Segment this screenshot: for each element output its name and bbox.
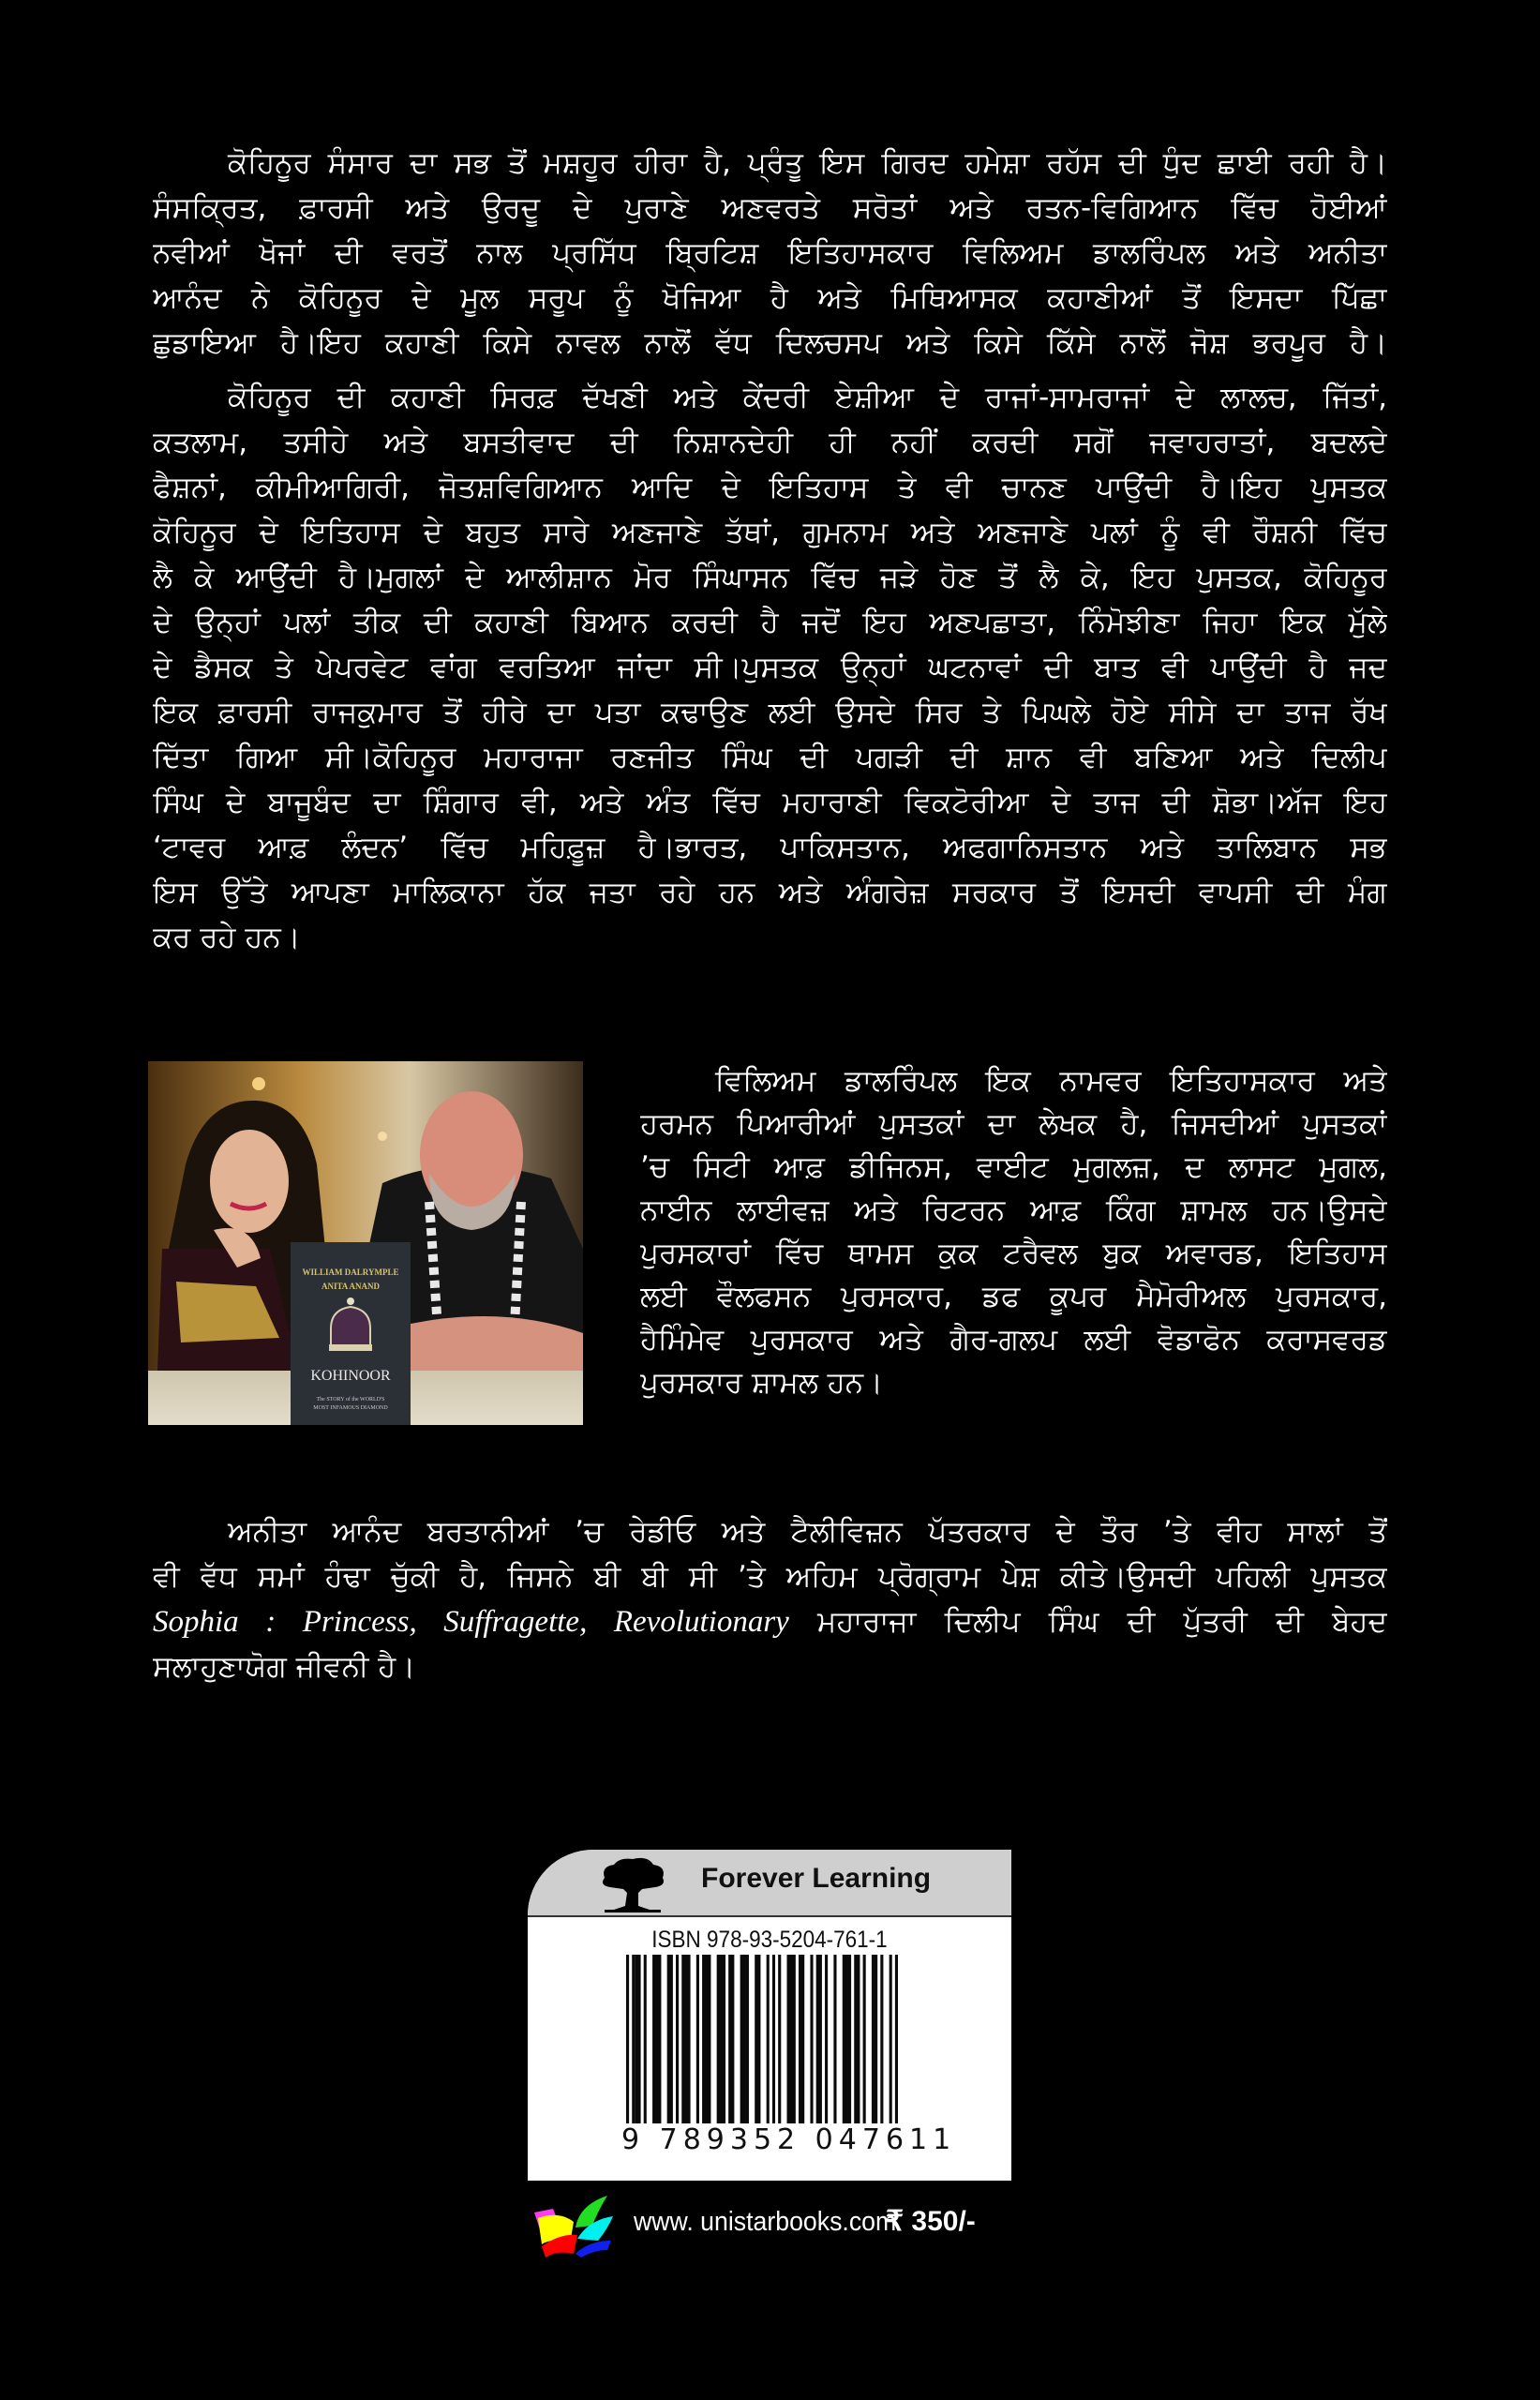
barcode-bar bbox=[767, 1955, 770, 2123]
text-line: ਕਰ ਰਹੇ ਹਨ। bbox=[153, 921, 301, 954]
barcode-bar bbox=[644, 1955, 647, 2123]
text-line: ਆਨੰਦ ਨੇ ਕੋਹਿਨੂਰ ਦੇ ਮੂਲ ਸਰੂਪ ਨੂੰ ਖੋਜਿਆ ਹੈ ਅਤੇ ਮਿਥਿਆਸਕ ਕਹਾਣੀਆਂ ਤੋਂ ਇਸਦਾ ਪਿੱਛਾ bbox=[153, 281, 1387, 315]
barcode-bar bbox=[880, 1955, 883, 2123]
barcode-bar bbox=[854, 1955, 860, 2123]
unistar-logo-icon bbox=[532, 2192, 617, 2258]
barcode-bar bbox=[702, 1955, 710, 2123]
barcode-bar bbox=[755, 1955, 760, 2123]
publisher-website-link[interactable]: www. unistarbooks.com bbox=[634, 2207, 897, 2237]
barcode-bar bbox=[825, 1955, 828, 2123]
text-line: ਸਲਾਹੁਣਾਯੋਗ ਜੀਵਨੀ ਹੈ। bbox=[153, 1650, 416, 1684]
text-line: ਦਿੱਤਾ ਗਿਆ ਸੀ।ਕੋਹਿਨੂਰ ਮਹਾਰਾਜਾ ਰਣਜੀਤ ਸਿੰਘ ਦੀ ਪਗੜੀ ਦੀ ਸ਼ਾਨ ਵੀ ਬਣਿਆ ਅਤੇ ਦਿਲੀਪ bbox=[153, 741, 1387, 774]
isbn-number: ISBN 978-93-5204-761-1 bbox=[651, 1927, 888, 1953]
book-author-2: ANITA ANAND bbox=[321, 1282, 381, 1291]
barcode-bar bbox=[833, 1955, 836, 2123]
barcode-bar bbox=[843, 1955, 851, 2123]
text-line: ਪੁਰਸਕਾਰ ਸ਼ਾਮਲ ਹਨ। bbox=[640, 1366, 883, 1400]
text-line: ਛੁਡਾਇਆ ਹੈ।ਇਹ ਕਹਾਣੀ ਕਿਸੇ ਨਾਵਲ ਨਾਲੋਂ ਵੱਧ ਦਿਲਚਸਪ ਅਤੇ ਕਿਸੇ ਕਿੱਸੇ ਨਾਲੋਂ ਜੋਸ਼ ਭਰਪੂਰ ਹੈ। bbox=[153, 326, 1387, 360]
text-line: ਕੋਹਿਨੂਰ ਦੇ ਇਤਿਹਾਸ ਦੇ ਬਹੁਤ ਸਾਰੇ ਅਣਜਾਣੇ ਤੱਥਾਂ, ਗੁਮਨਾਮ ਅਤੇ ਅਣਜਾਣੇ ਪਲਾਂ ਨੂੰ ਵੀ ਰੌਸ਼ਨੀ ਵਿੱਚ bbox=[153, 516, 1387, 549]
barcode-bar bbox=[740, 1955, 749, 2123]
barcode-bar bbox=[895, 1955, 898, 2123]
text-line: ‘ਟਾਵਰ ਆਫ਼ ਲੰਦਨ’ ਵਿੱਚ ਮਹਿਫ਼ੂਜ਼ ਹੈ।ਭਾਰਤ, ਪਾਕਿਸਤਾਨ, ਅਫਗਾਨਿਸਤਾਨ ਅਤੇ ਤਾਲਿਬਾਨ ਸਭ bbox=[153, 831, 1387, 864]
barcode-bar bbox=[728, 1955, 734, 2123]
book-subtitle-1: The STORY of the WORLD'S bbox=[316, 1397, 385, 1402]
book-subtitle-2: MOST INFAMOUS DIAMOND bbox=[313, 1405, 388, 1411]
ean-digits: 9 789352 047611 bbox=[621, 2123, 957, 2156]
barcode-bar bbox=[810, 1955, 813, 2123]
barcode-bar bbox=[890, 1955, 892, 2123]
barcode-bar bbox=[799, 1955, 804, 2123]
authors-photo-illustration bbox=[148, 1061, 583, 1425]
barcode-bar bbox=[632, 1955, 635, 2123]
text-line: ਲਈ ਵੌਲਫਸਨ ਪੁਰਸਕਾਰ, ਡਫ ਕੂਪਰ ਮੈਮੋਰੀਅਲ ਪੁਰਸਕਾਰ, bbox=[640, 1280, 1387, 1313]
publisher-tagline: Forever Learning bbox=[701, 1863, 932, 1894]
tagline-band bbox=[528, 1850, 1011, 1917]
text-line: ਇਸ ਉੱਤੇ ਆਪਣਾ ਮਾਲਿਕਾਨਾ ਹੱਕ ਜਤਾ ਰਹੇ ਹਨ ਅਤੇ ਅੰਗਰੇਜ਼ ਸਰਕਾਰ ਤੋਂ ਇਸਦੀ ਵਾਪਸੀ ਦੀ ਮੰਗ bbox=[153, 876, 1387, 909]
authors-photo bbox=[148, 1061, 583, 1425]
barcode-bar bbox=[696, 1955, 699, 2123]
barcode-bar bbox=[816, 1955, 822, 2123]
barcode-bar bbox=[676, 1955, 679, 2123]
text-line bbox=[153, 1599, 1387, 1644]
text-line: ਕੋਹਿਨੂਰ ਦੀ ਕਹਾਣੀ ਸਿਰਫ਼ ਦੱਖਣੀ ਅਤੇ ਕੇਂਦਰੀ ਏਸ਼ੀਆ ਦੇ ਰਾਜਾਂ-ਸਾਮਰਾਜਾਂ ਦੇ ਲਾਲਚ, ਜਿੱਤਾਂ, bbox=[228, 381, 1387, 414]
text-line: ’ਚ ਸਿਟੀ ਆਫ਼ ਡੀਜਿਨਸ, ਵਾਈਟ ਮੁਗਲਜ਼, ਦ ਲਾਸਟ ਮੁਗਲ, bbox=[640, 1150, 1387, 1184]
text-line: ਹਰਮਨ ਪਿਆਰੀਆਂ ਪੁਸਤਕਾਂ ਦਾ ਲੇਖਕ ਹੈ, ਜਿਸਦੀਆਂ ਪੁਸਤਕਾਂ bbox=[640, 1107, 1387, 1141]
dalrymple-bio bbox=[640, 1059, 1387, 1404]
barcode-bar bbox=[667, 1955, 673, 2123]
text-line: ਅਨੀਤਾ ਆਨੰਦ ਬਰਤਾਨੀਆਂ ’ਚ ਰੇਡੀਓ ਅਤੇ ਟੈਲੀਵਿਜ਼ਨ ਪੱਤਰਕਾਰ ਦੇ ਤੌਰ ’ਤੇ ਵੀਹ ਸਾਲਾਂ ਤੋਂ bbox=[228, 1515, 1387, 1549]
intro-paragraph bbox=[153, 141, 1387, 366]
barcode-bar bbox=[717, 1955, 725, 2123]
barcode-bar bbox=[778, 1955, 781, 2123]
book-price: ₹ 350/- bbox=[886, 2206, 976, 2237]
text-line: ਦੇ ਉਨ੍ਹਾਂ ਪਲਾਂ ਤੀਕ ਦੀ ਕਹਾਣੀ ਬਿਆਨ ਕਰਦੀ ਹੈ ਜਦੋਂ ਇਹ ਅਣਪਛਾਤਾ, ਨਿੰਮੋਝੀਣਾ ਜਿਹਾ ਇਕ ਮੁੱਲੇ bbox=[153, 606, 1387, 639]
barcode-bar bbox=[681, 1955, 690, 2123]
text-fragment: ਮਹਾਰਾਜਾ ਦਿਲੀਪ ਸਿੰਘ ਦੀ ਪੁੱਤਰੀ ਦੀ ਬੇਹਦ bbox=[788, 1605, 1387, 1639]
book-title: KOHINOOR bbox=[310, 1368, 391, 1384]
barcode-label bbox=[528, 1850, 1011, 2181]
text-line: ਨਵੀਆਂ ਖੋਜਾਂ ਦੀ ਵਰਤੋਂ ਨਾਲ ਪ੍ਰਸਿੱਧ ਬ੍ਰਿਟਿਸ਼ ਇਤਿਹਾਸਕਾਰ ਵਿਲਿਅਮ ਡਾਲਰਿੰਪਲ ਅਤੇ ਅਨੀਤਾ bbox=[153, 236, 1387, 270]
barcode-bar bbox=[652, 1955, 661, 2123]
text-line: ਦੇ ਡੈਸਕ ਤੇ ਪੇਪਰਵੇਟ ਵਾਂਗ ਵਰਤਿਆ ਜਾਂਦਾ ਸੀ।ਪੁਸਤਕ ਉਨ੍ਹਾਂ ਘਟਨਾਵਾਂ ਦੀ ਬਾਤ ਵੀ ਪਾਉਂਦੀ ਹੈ ਜਦ bbox=[153, 651, 1387, 684]
text-line: ਪੁਰਸਕਾਰਾਂ ਵਿੱਚ ਥਾਮਸ ਕੁਕ ਟਰੈਵਲ ਬੁਕ ਅਵਾਰਡ, ਇਤਿਹਾਸ bbox=[640, 1237, 1387, 1270]
text-line: ਹੈਮਿੰਮੇਵ ਪੁਰਸਕਾਰ ਅਤੇ ਗੈਰ-ਗਲਪ ਲਈ ਵੋਡਾਫੋਨ ਕਰਾਸਵਰਡ bbox=[640, 1323, 1387, 1357]
book-author-1: WILLIAM DALRYMPLE bbox=[302, 1268, 399, 1277]
barcode-bar bbox=[787, 1955, 796, 2123]
barcode-bar bbox=[626, 1955, 629, 2123]
barcode bbox=[626, 1955, 898, 2150]
text-line: ਫੈਸ਼ਨਾਂ, ਕੀਮੀਆਗਿਰੀ, ਜੋਤਸ਼ਵਿਗਿਆਨ ਆਦਿ ਦੇ ਇਤਿਹਾਸ ਤੇ ਵੀ ਚਾਨਣ ਪਾਉਂਦੀ ਹੈ।ਇਹ ਪੁਸਤਕ bbox=[153, 471, 1387, 504]
text-line: ਕੋਹਿਨੂਰ ਸੰਸਾਰ ਦਾ ਸਭ ਤੋਂ ਮਸ਼ਹੂਰ ਹੀਰਾ ਹੈ, ਪ੍ਰੰਤੂ ਇਸ ਗਿਰਦ ਹਮੇਸ਼ਾ ਰਹੱਸ ਦੀ ਧੁੰਦ ਛਾਈ ਰਹੀ ਹੈ। bbox=[228, 146, 1387, 180]
tree-icon bbox=[595, 1855, 670, 1913]
text-line: ਵਿਲਿਅਮ ਡਾਲਰਿੰਪਲ ਇਕ ਨਾਮਵਰ ਇਤਿਹਾਸਕਾਰ ਅਤੇ bbox=[715, 1064, 1387, 1098]
text-line: ਕਤਲਾਮ, ਤਸੀਹੇ ਅਤੇ ਬਸਤੀਵਾਦ ਦੀ ਨਿਸ਼ਾਨਦੇਹੀ ਹੀ ਨਹੀਂ ਕਰਦੀ ਸਗੋਂ ਜਵਾਹਰਾਤਾਂ, ਬਦਲਦੇ bbox=[153, 426, 1387, 459]
text-line: ਵੀ ਵੱਧ ਸਮਾਂ ਹੰਢਾ ਚੁੱਕੀ ਹੈ, ਜਿਸਨੇ ਬੀ ਬੀ ਸੀ ’ਤੇ ਅਹਿਮ ਪ੍ਰੋਗ੍ਰਾਮ ਪੇਸ਼ ਕੀਤੇ।ਉਸਦੀ ਪਹਿਲੀ ਪੁਸਤਕ bbox=[153, 1560, 1387, 1594]
text-line: ਨਾਈਨ ਲਾਈਵਜ਼ ਅਤੇ ਰਿਟਰਨ ਆਫ਼ ਕਿੰਗ ਸ਼ਾਮਲ ਹਨ।ਉਸਦੇ bbox=[640, 1193, 1387, 1227]
text-line: ਸੰਸਕ੍ਰਿਤ, ਫ਼ਾਰਸੀ ਅਤੇ ਉਰਦੂ ਦੇ ਪੁਰਾਣੇ ਅਣਵਰਤੇ ਸਰੋਤਾਂ ਅਤੇ ਰਤਨ-ਵਿਗਿਆਨ ਵਿੱਚ ਹੋਈਆਂ bbox=[153, 191, 1387, 225]
text-line: ਲੈ ਕੇ ਆਉਂਦੀ ਹੈ।ਮੁਗਲਾਂ ਦੇ ਆਲੀਸ਼ਾਨ ਮੋਰ ਸਿੰਘਾਸਨ ਵਿੱਚ ਜੜੇ ਹੋਣ ਤੋਂ ਲੈ ਕੇ, ਇਹ ਪੁਸਤਕ, ਕੋਹਿਨੂਰ bbox=[153, 561, 1387, 594]
history-paragraph bbox=[153, 375, 1387, 960]
text-line: ਇਕ ਫ਼ਾਰਸੀ ਰਾਜਕੁਮਾਰ ਤੋਂ ਹੀਰੇ ਦਾ ਪਤਾ ਕਢਾਉਣ ਲਈ ਉਸਦੇ ਸਿਰ ਤੇ ਪਿਘਲੇ ਹੋਏ ਸੀਸੇ ਦਾ ਤਾਜ ਰੱਖ bbox=[153, 696, 1387, 729]
text-line: ਸਿੰਘ ਦੇ ਬਾਜੂਬੰਦ ਦਾ ਸ਼ਿੰਗਾਰ ਵੀ, ਅਤੇ ਅੰਤ ਵਿੱਚ ਮਹਾਰਾਣੀ ਵਿਕਟੋਰੀਆ ਦੇ ਤਾਜ ਦੀ ਸ਼ੋਭਾ।ਅੱਜ ਇਹ bbox=[153, 786, 1387, 819]
anand-bio bbox=[153, 1509, 1387, 1689]
barcode-bar bbox=[863, 1955, 866, 2123]
publisher-footer bbox=[528, 2184, 1015, 2250]
sophia-book-title: Sophia : Princess, Suffragette, Revolutionary bbox=[153, 1605, 789, 1639]
barcode-bar bbox=[635, 1955, 640, 2123]
barcode-bar bbox=[772, 1955, 775, 2123]
barcode-bar bbox=[872, 1955, 877, 2123]
